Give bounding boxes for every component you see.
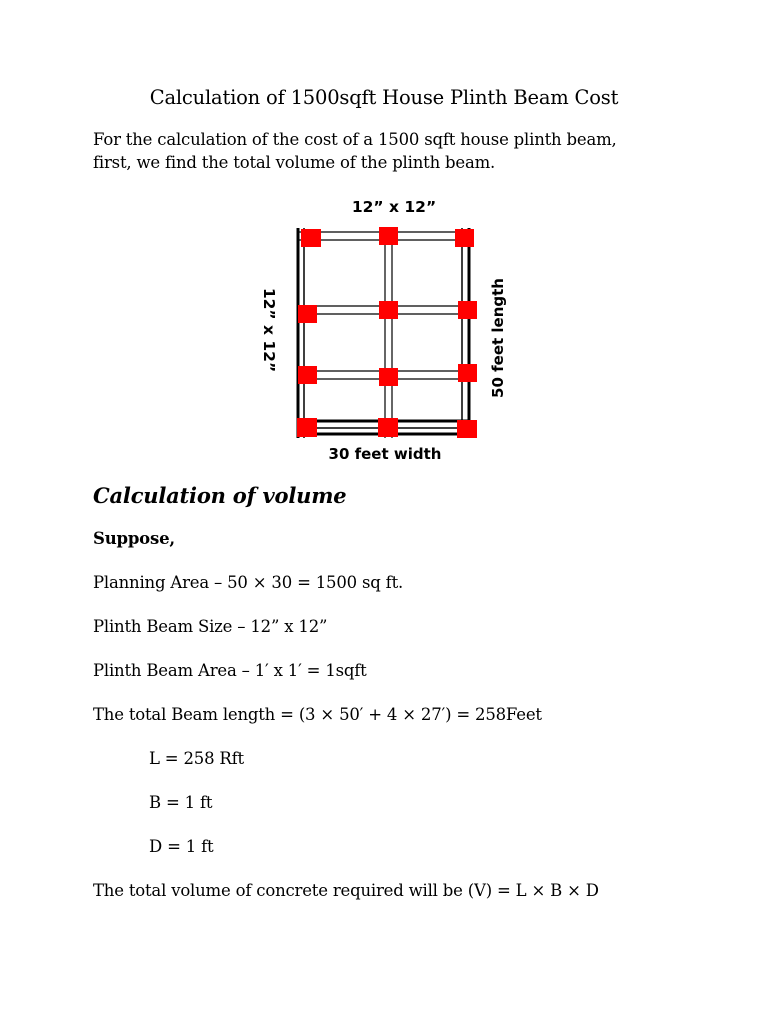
column-marker bbox=[455, 229, 474, 247]
diagram-left-label: 12” x 12” bbox=[260, 287, 278, 373]
length-value-line: L = 258 Rft bbox=[149, 749, 244, 768]
volume-formula-line: The total volume of concrete required will be (V) = L × B × D bbox=[93, 881, 599, 900]
intro-line-1: For the calculation of the cost of a 1500 sqft house plinth beam, bbox=[93, 130, 617, 149]
diagram-right-label: 50 feet length bbox=[489, 278, 507, 398]
column-marker bbox=[379, 301, 398, 319]
suppose-label: Suppose, bbox=[93, 529, 175, 548]
column-marker bbox=[298, 305, 317, 323]
diagram-bottom-label: 30 feet width bbox=[328, 445, 442, 463]
plinth-beam-diagram bbox=[250, 188, 530, 468]
planning-area-line: Planning Area – 50 × 30 = 1500 sq ft. bbox=[93, 573, 404, 592]
column-marker bbox=[458, 301, 477, 319]
column-marker bbox=[458, 364, 477, 382]
diagram-top-label: 12” x 12” bbox=[351, 198, 437, 216]
beam-lines bbox=[298, 228, 469, 438]
column-marker bbox=[379, 368, 398, 386]
column-marker bbox=[379, 227, 398, 245]
depth-value-line: D = 1 ft bbox=[149, 837, 214, 856]
column-marker bbox=[457, 420, 477, 438]
column-marker bbox=[378, 418, 398, 437]
beam-area-line: Plinth Beam Area – 1′ x 1′ = 1sqft bbox=[93, 661, 367, 680]
section-heading: Calculation of volume bbox=[93, 483, 347, 508]
breadth-value-line: B = 1 ft bbox=[149, 793, 213, 812]
total-length-line: The total Beam length = (3 × 50′ + 4 × 27′) = 258Feet bbox=[93, 705, 542, 724]
column-marker bbox=[298, 366, 317, 384]
column-marker bbox=[297, 418, 317, 437]
intro-line-2: first, we find the total volume of the plinth beam. bbox=[93, 153, 496, 172]
column-markers bbox=[297, 227, 477, 438]
beam-size-line: Plinth Beam Size – 12” x 12” bbox=[93, 617, 328, 636]
page-title: Calculation of 1500sqft House Plinth Beam Cost bbox=[149, 86, 619, 109]
column-marker bbox=[301, 229, 321, 247]
intro-paragraph bbox=[93, 128, 713, 174]
